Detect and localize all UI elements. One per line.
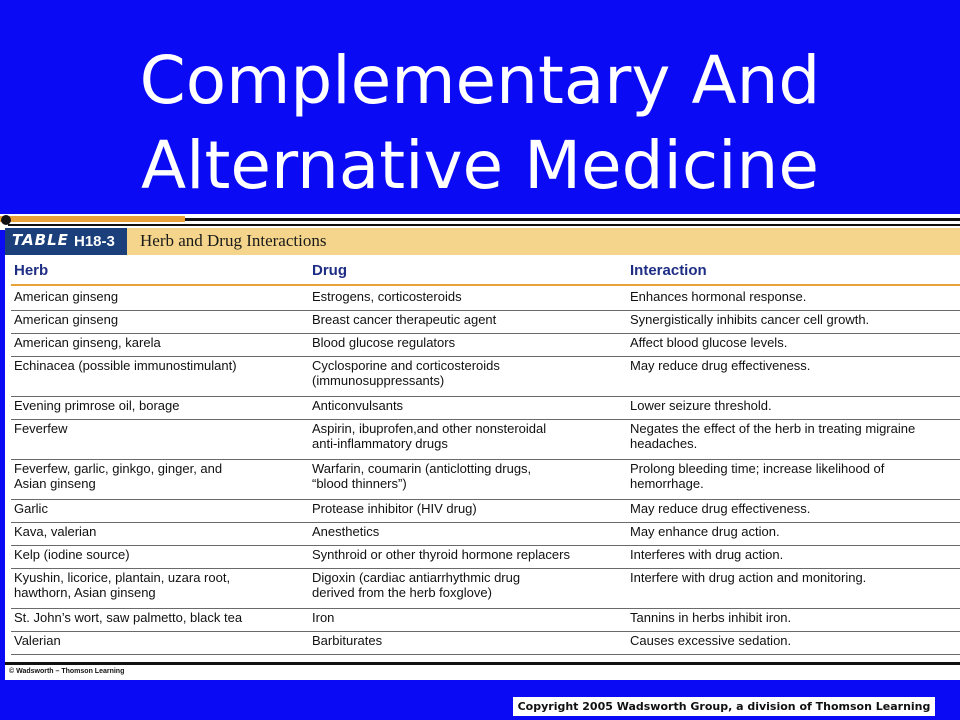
cell-drug: Digoxin (cardiac antiarrhythmic drug derived from the herb foxglove) — [312, 570, 521, 600]
table-credit: © Wadsworth – Thomson Learning — [9, 668, 125, 675]
column-header-drug: Drug — [312, 262, 347, 279]
cell-drug: Protease inhibitor (HIV drug) — [312, 501, 477, 516]
table-row — [11, 287, 960, 311]
cell-interaction: Negates the effect of the herb in treating migraine headaches. — [630, 421, 916, 451]
slide-title-line-1: Complementary And — [139, 42, 821, 119]
slide-title-line-2: Alternative Medicine — [141, 127, 819, 204]
table-row — [11, 310, 960, 334]
table-caption-band — [5, 228, 960, 255]
cell-drug: Warfarin, coumarin (anticlotting drugs, “blood thinners”) — [312, 461, 532, 491]
black-rule-segment — [185, 218, 960, 221]
column-header-interaction: Interaction — [630, 262, 707, 279]
table-row — [11, 459, 960, 500]
table-tag-number: H18-3 — [74, 233, 115, 250]
cell-interaction: Interfere with drug action and monitoring. — [630, 570, 867, 585]
table-row — [11, 608, 960, 632]
cell-interaction: Interferes with drug action. — [630, 547, 784, 562]
cell-interaction: Tannins in herbs inhibit iron. — [630, 610, 792, 625]
cell-interaction: Prolong bleeding time; increase likelihood of hemorrhage. — [630, 461, 885, 491]
cell-herb: American ginseng — [14, 289, 119, 304]
cell-herb: Kelp (iodine source) — [14, 547, 130, 562]
cell-drug: Breast cancer therapeutic agent — [312, 312, 497, 327]
column-header-herb: Herb — [14, 262, 49, 279]
cell-interaction: May reduce drug effectiveness. — [630, 358, 811, 373]
cell-herb: American ginseng, karela — [14, 335, 161, 350]
table-row — [11, 333, 960, 357]
cell-drug: Anticonvulsants — [312, 398, 404, 413]
table-tag-word: TABLE — [12, 231, 69, 249]
cell-herb: Garlic — [14, 501, 48, 516]
cell-interaction: Enhances hormonal response. — [630, 289, 807, 304]
table-tag — [5, 228, 127, 255]
interactions-table — [5, 228, 960, 680]
bullet-dot-icon — [1, 215, 11, 225]
cell-drug: Iron — [312, 610, 335, 625]
cell-drug: Barbiturates — [312, 633, 383, 648]
cell-drug: Aspirin, ibuprofen,and other nonsteroidal anti-inflammatory drugs — [312, 421, 547, 451]
cell-interaction: Synergistically inhibits cancer cell growth. — [630, 312, 870, 327]
cell-herb: Valerian — [14, 633, 61, 648]
cell-herb: Kava, valerian — [14, 524, 97, 539]
cell-drug: Blood glucose regulators — [312, 335, 456, 350]
cell-interaction: Causes excessive sedation. — [630, 633, 792, 648]
cell-herb: American ginseng — [14, 312, 119, 327]
table-row — [11, 419, 960, 460]
table-row — [11, 396, 960, 420]
cell-drug: Anesthetics — [312, 524, 380, 539]
header-divider — [11, 284, 960, 286]
cell-interaction: May reduce drug effectiveness. — [630, 501, 811, 516]
table-row — [11, 568, 960, 609]
cell-herb: St. John’s wort, saw palmetto, black tea — [14, 610, 243, 625]
cell-drug: Cyclosporine and corticosteroids (immunosuppressants) — [312, 358, 500, 388]
cell-interaction: Affect blood glucose levels. — [630, 335, 788, 350]
cell-herb: Echinacea (possible immunostimulant) — [14, 358, 237, 373]
table-row — [11, 499, 960, 523]
cell-herb: Feverfew, garlic, ginkgo, ginger, and Asian ginseng — [14, 461, 223, 491]
table-row — [11, 631, 960, 655]
cell-interaction: May enhance drug action. — [630, 524, 780, 539]
table-row — [11, 545, 960, 569]
table-row — [11, 356, 960, 397]
orange-rule-segment — [0, 216, 185, 222]
cell-interaction: Lower seizure threshold. — [630, 398, 772, 413]
table-caption: Herb and Drug Interactions — [140, 231, 327, 250]
slide-title — [0, 38, 960, 208]
cell-herb: Kyushin, licorice, plantain, uzara root, hawthorn, Asian ginseng — [14, 570, 231, 600]
copyright-notice: Copyright 2005 Wadsworth Group, a division of Thomson Learning — [513, 697, 935, 716]
cell-herb: Evening primrose oil, borage — [14, 398, 180, 413]
cell-drug: Estrogens, corticosteroids — [312, 289, 462, 304]
cell-herb: Feverfew — [14, 421, 68, 436]
table-row — [11, 522, 960, 546]
black-rule-lower — [8, 224, 960, 226]
cell-drug: Synthroid or other thyroid hormone replacers — [312, 547, 570, 562]
table-footer-rule — [5, 662, 960, 665]
